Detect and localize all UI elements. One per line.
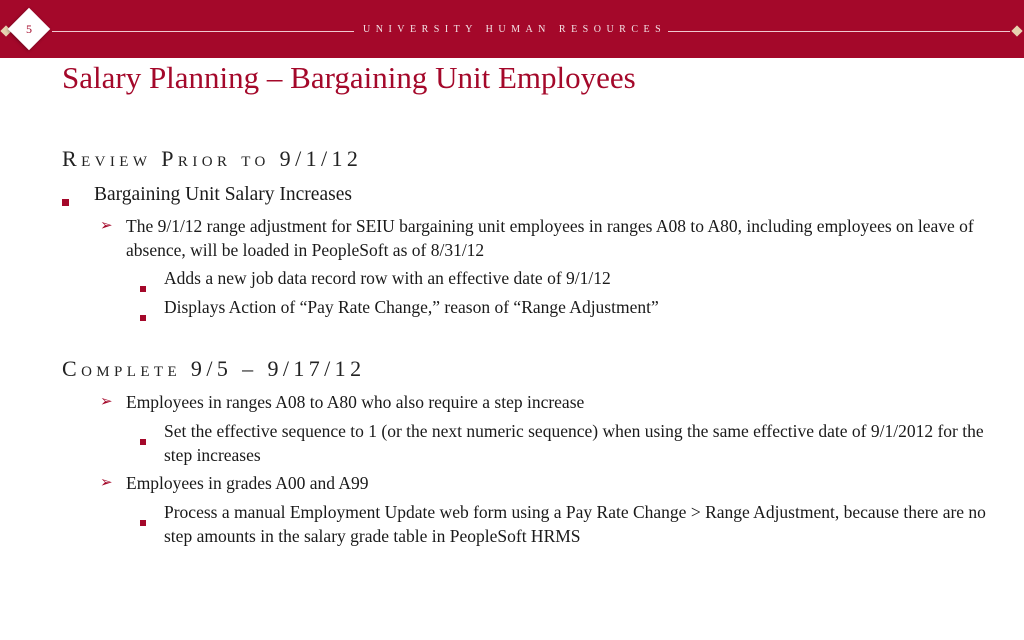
square-bullet-icon [140,286,146,292]
org-name: UNIVERSITY HUMAN RESOURCES [363,24,667,35]
sub-bullet-text: Employees in ranges A08 to A80 who also require a step increase [126,392,585,412]
item-text: Process a manual Employment Update web form using a Pay Rate Change > Range Adjustment, because there are no step amounts in the salary grade table in PeopleSoft HRMS [164,502,986,546]
band-rule-left [52,31,354,32]
section-heading-complete: Complete 9/5 – 9/17/12 [62,356,366,381]
bullet-text: Bargaining Unit Salary Increases [94,184,352,205]
arrow-bullet-icon: ➢ [100,218,113,234]
square-bullet-icon [140,439,146,445]
header-band [0,26,1024,38]
header-bar [0,0,1024,58]
item-text: Set the effective sequence to 1 (or the next numeric sequence) when using the same effective date of 9/1/2012 for the step increases [164,421,984,465]
list-item [140,295,990,319]
slide-number: 5 [26,22,32,36]
list-item [140,266,990,290]
arrow-bullet-icon: ➢ [100,475,113,491]
arrow-bullet-icon: ➢ [100,394,113,410]
list-item [140,500,990,548]
sub-bullet-text: The 9/1/12 range adjustment for SEIU bargaining unit employees in ranges A08 to A80, including employees on leave of absence, will be loaded in PeopleSoft as of 8/31/12 [126,216,974,260]
item-text: Adds a new job data record row with an effective date of 9/1/12 [164,268,611,288]
item-text: Displays Action of “Pay Rate Change,” reason of “Range Adjustment” [164,297,659,317]
diamond-ornament-icon [1011,25,1022,36]
page-title: Salary Planning – Bargaining Unit Employees [62,60,636,95]
square-bullet-icon [62,199,69,206]
list-item [100,471,980,495]
band-rule-right [668,31,1010,32]
square-bullet-icon [140,315,146,321]
sub-bullet-text: Employees in grades A00 and A99 [126,473,369,493]
list-item [100,390,980,414]
list-item [140,419,990,467]
section-heading-review: Review Prior to 9/1/12 [62,146,363,171]
square-bullet-icon [140,520,146,526]
list-item [100,214,980,262]
